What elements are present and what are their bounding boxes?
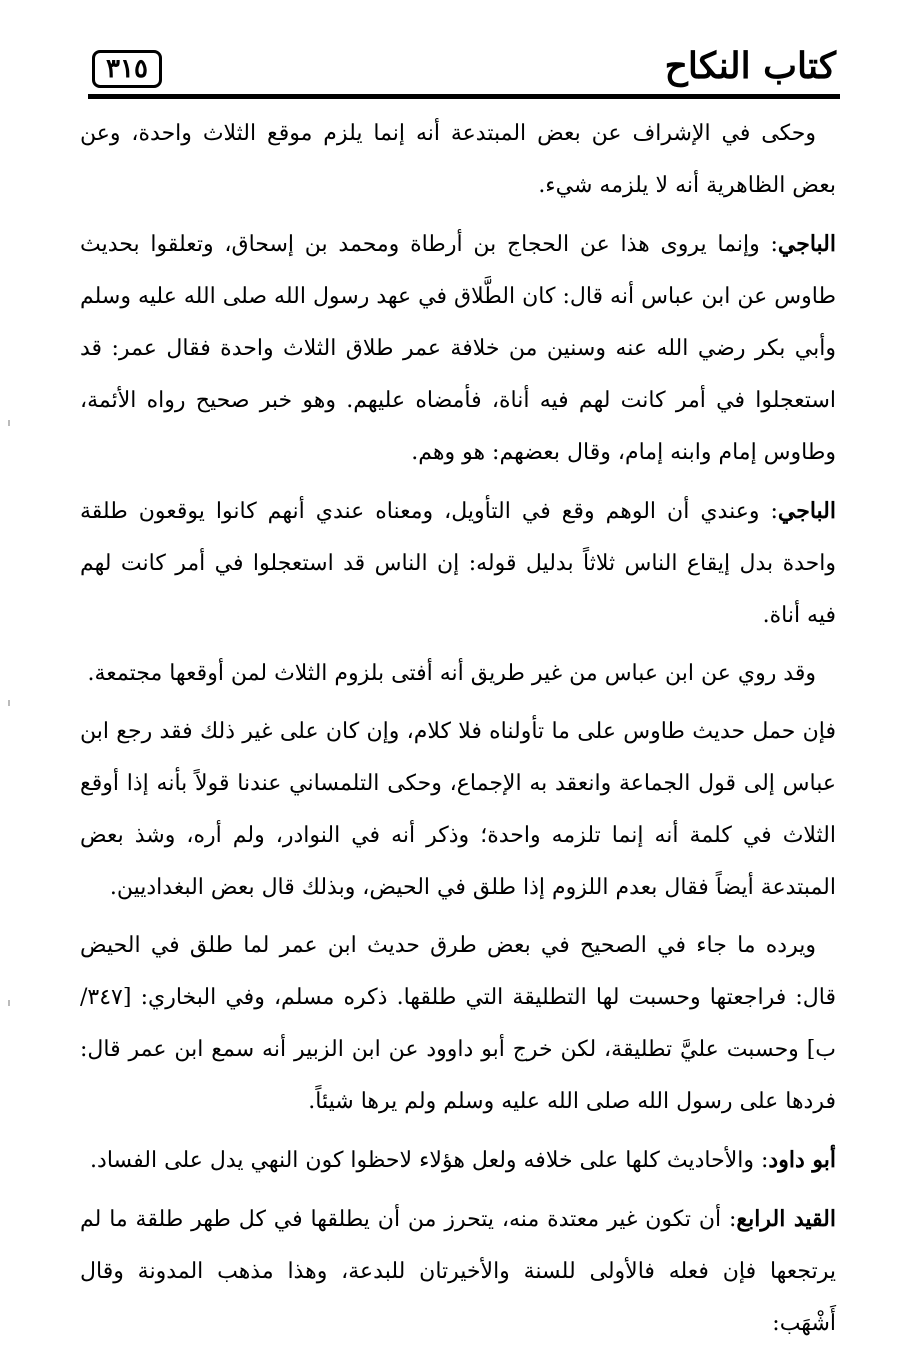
paragraph xyxy=(80,706,836,914)
paragraph-text: : وإنما يروى هذا عن الحجاج بن أرطاة ومحمد بن إسحاق، وتعلقوا بحديث طاوس عن ابن عباس أنه قال: كان الطَّلاق في عهد رسول الله صلى الله عليه وسلم وأبي بكر رضي الله عنه وسنين من خلافة عمر طلاق الثلاث واحدة فقال عمر: قد استعجلوا في أمر كانت لهم فيه أناة، فأمضاه عليهم. وهو خبر صحيح رواه الأئمة، وطاوس إمام وابنه إمام، وقال بعضهم: هو وهم. xyxy=(80,232,836,465)
paragraph xyxy=(80,648,836,700)
scan-mark xyxy=(8,700,10,706)
scan-mark xyxy=(8,1000,10,1006)
paragraph-text: ويرده ما جاء في الصحيح في بعض طرق حديث ابن عمر لما طلق في الحيض قال: فراجعتها وحسبت لها التطليقة التي طلقها. ذكره مسلم، وفي البخاري: [٣٤٧/ب] وحسبت عليَّ تطليقة، لكن خرج أبو داوود عن ابن الزبير أنه سمع ابن عمر قال: فردها على رسول الله صلى الله عليه وسلم ولم يرها شيئاً. xyxy=(80,933,836,1114)
speaker-label: القيد الرابع xyxy=(736,1206,836,1232)
paragraph-text: : أن تكون غير معتدة منه، يتحرز من أن يطلقها في كل طهر طلقة ما لم يرتجعها فإن فعله فالأولى للسنة والأخيرتان للبدعة، وهذا مذهب المدونة وقال أَشْهَب: xyxy=(80,1207,836,1336)
page-header xyxy=(88,40,840,100)
book-title: كتاب النكاح xyxy=(664,45,836,87)
paragraph-text: وحكى في الإشراف عن بعض المبتدعة أنه إنما يلزم موقع الثلاث واحدة، وعن بعض الظاهرية أنه لا يلزمه شيء. xyxy=(80,121,836,198)
paragraph-text: : وعندي أن الوهم وقع في التأويل، ومعناه عندي أنهم كانوا يوقعون طلقة واحدة بدل إيقاع الناس ثلاثاً بدليل قوله: إن الناس قد استعجلوا في أمر كانت لهم فيه أناة. xyxy=(80,499,836,628)
page-body xyxy=(80,108,836,1336)
paragraph xyxy=(80,1193,836,1350)
paragraph-text: : والأحاديث كلها على خلافه ولعل هؤلاء لاحظوا كون النهي يدل على الفساد. xyxy=(90,1148,769,1173)
paragraph-text: فإن حمل حديث طاوس على ما تأولناه فلا كلام، وإن كان على غير ذلك فقد رجع ابن عباس إلى قول الجماعة وانعقد به الإجماع، وحكى التلمساني عندنا قولاً بأنه إذا أوقع الثلاث في كلمة أنه إنما تلزمه واحدة؛ وذكر أنه في النوادر، ولم أره، وشذ بعض المبتدعة أيضاً فقال بعدم اللزوم إذا طلق في الحيض، وبذلك قال بعض البغداديين. xyxy=(80,719,836,900)
paragraph xyxy=(80,108,836,212)
speaker-label: الباجي xyxy=(777,231,836,257)
page-number: ٣١٥ xyxy=(92,50,162,88)
paragraph-text: وقد روي عن ابن عباس من غير طريق أنه أفتى بلزوم الثلاث لمن أوقعها مجتمعة. xyxy=(87,661,816,686)
paragraph xyxy=(80,1134,836,1187)
paragraph xyxy=(80,218,836,479)
header-rule xyxy=(88,94,840,99)
speaker-label: أبو داود xyxy=(768,1147,836,1173)
paragraph xyxy=(80,485,836,642)
paragraph xyxy=(80,920,836,1128)
speaker-label: الباجي xyxy=(777,498,836,524)
scan-mark xyxy=(8,420,10,426)
